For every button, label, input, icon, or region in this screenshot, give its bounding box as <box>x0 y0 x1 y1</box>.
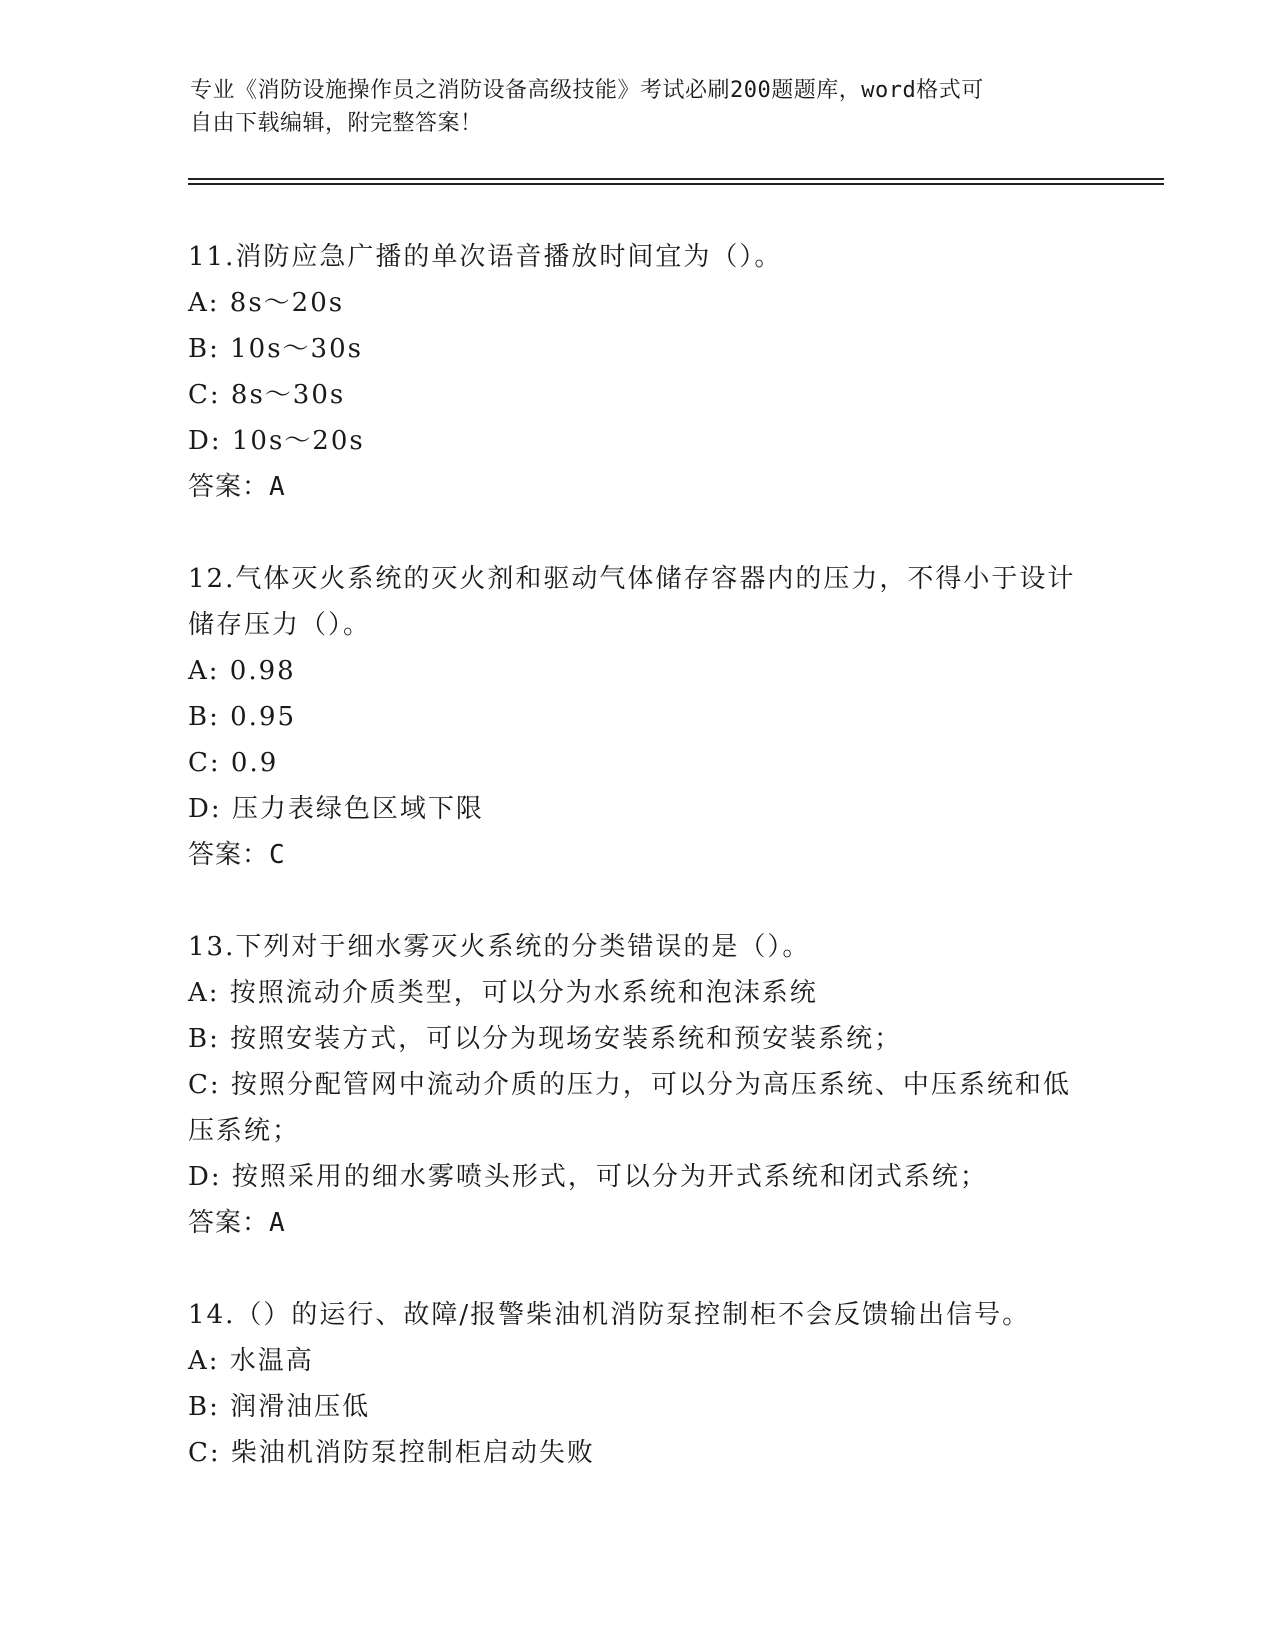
option-b: B: 0.95 <box>188 702 297 732</box>
question-list <box>188 234 1088 1522</box>
option-b: B: 润滑油压低 <box>188 1392 371 1422</box>
option-c: C: 按照分配管网中流动介质的压力，可以分为高压系统、中压系统和低压系统； <box>188 1070 1071 1146</box>
question-stem: 12.气体灭火系统的灭火剂和驱动气体储存容器内的压力，不得小于设计储存压力（）。 <box>188 564 1076 640</box>
option-c: C: 柴油机消防泵控制柜启动失败 <box>188 1438 595 1468</box>
option-a: A: 0.98 <box>188 656 296 686</box>
option-c: C: 0.9 <box>188 748 279 778</box>
header-line-2: 自由下载编辑，附完整答案！ <box>190 111 483 136</box>
option-a: A: 按照流动介质类型，可以分为水系统和泡沫系统 <box>188 978 818 1008</box>
question-14 <box>188 1292 1088 1476</box>
option-b: B: 10s～30s <box>188 334 363 364</box>
option-d: D: 压力表绿色区域下限 <box>188 794 484 824</box>
question-11 <box>188 234 1088 510</box>
answer: 答案：A <box>188 1208 286 1238</box>
option-a: A: 8s～20s <box>188 288 345 318</box>
question-12 <box>188 556 1088 878</box>
option-d: D: 按照采用的细水雾喷头形式，可以分为开式系统和闭式系统； <box>188 1162 988 1192</box>
question-13 <box>188 924 1088 1246</box>
question-stem: 13.下列对于细水雾灭火系统的分类错误的是（）。 <box>188 932 811 962</box>
question-stem: 11.消防应急广播的单次语音播放时间宜为（）。 <box>188 242 783 272</box>
header-line-1: 专业《消防设施操作员之消防设备高级技能》考试必刷200题题库，word格式可 <box>190 78 984 103</box>
option-d: D: 10s～20s <box>188 426 365 456</box>
option-a: A: 水温高 <box>188 1346 314 1376</box>
header-divider-bottom <box>188 183 1164 185</box>
answer: 答案：A <box>188 472 286 502</box>
option-c: C: 8s～30s <box>188 380 346 410</box>
document-header <box>190 74 1070 140</box>
option-b: B: 按照安装方式，可以分为现场安装系统和预安装系统； <box>188 1024 903 1054</box>
header-divider-top <box>188 178 1164 180</box>
question-stem: 14.（）的运行、故障/报警柴油机消防泵控制柜不会反馈输出信号。 <box>188 1300 1031 1330</box>
answer: 答案：C <box>188 840 286 870</box>
